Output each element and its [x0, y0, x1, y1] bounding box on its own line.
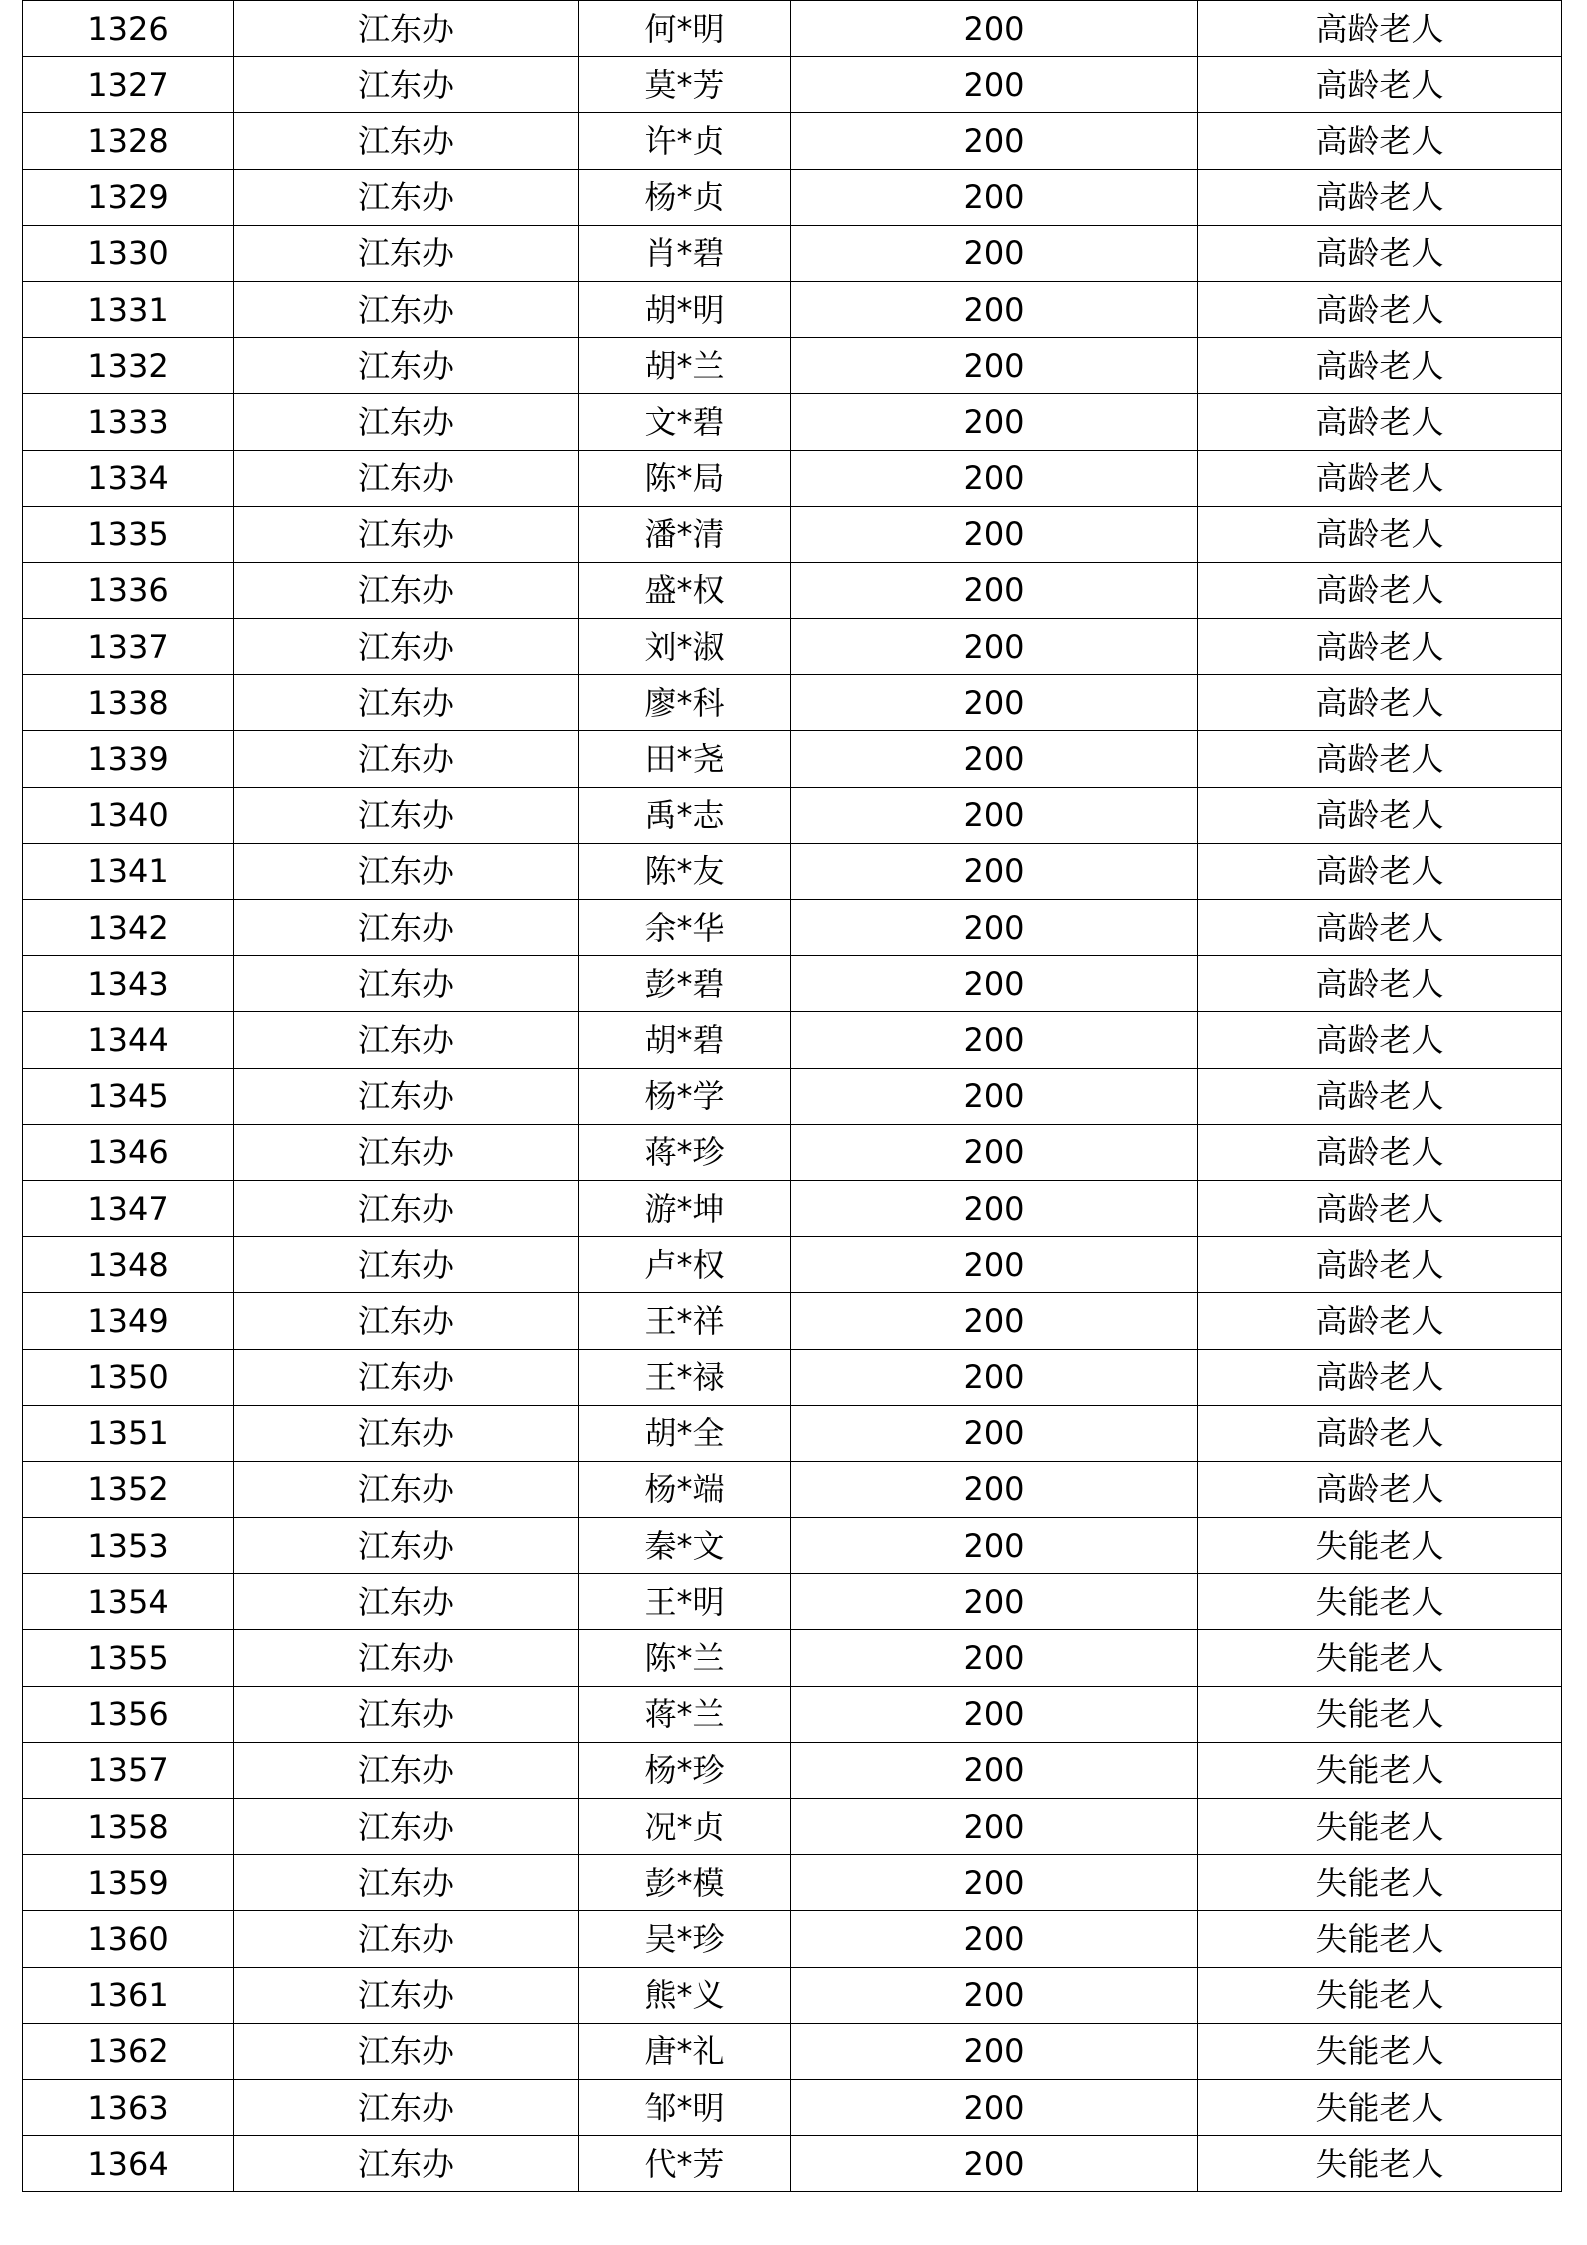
- document-page: [22, 0, 1561, 2192]
- cell-serial-number: 1353: [23, 1518, 234, 1574]
- cell-person-name: 许*贞: [579, 113, 791, 169]
- table-row: [23, 675, 1562, 731]
- cell-amount: 200: [791, 1068, 1198, 1124]
- cell-serial-number: 1337: [23, 619, 234, 675]
- cell-serial-number: 1342: [23, 900, 234, 956]
- cell-office: 江东办: [234, 169, 579, 225]
- cell-person-name: 莫*芳: [579, 57, 791, 113]
- cell-amount: 200: [791, 1349, 1198, 1405]
- cell-office: 江东办: [234, 1967, 579, 2023]
- cell-category: 高龄老人: [1198, 619, 1562, 675]
- cell-amount: 200: [791, 338, 1198, 394]
- table-row: [23, 1911, 1562, 1967]
- cell-category: 高龄老人: [1198, 1349, 1562, 1405]
- cell-amount: 200: [791, 1630, 1198, 1686]
- cell-amount: 200: [791, 1461, 1198, 1517]
- table-row: [23, 843, 1562, 899]
- cell-serial-number: 1332: [23, 338, 234, 394]
- cell-serial-number: 1349: [23, 1293, 234, 1349]
- cell-serial-number: 1326: [23, 1, 234, 57]
- cell-category: 高龄老人: [1198, 169, 1562, 225]
- cell-person-name: 秦*文: [579, 1518, 791, 1574]
- cell-office: 江东办: [234, 2079, 579, 2135]
- cell-serial-number: 1336: [23, 562, 234, 618]
- cell-category: 高龄老人: [1198, 956, 1562, 1012]
- cell-office: 江东办: [234, 731, 579, 787]
- cell-category: 失能老人: [1198, 1630, 1562, 1686]
- cell-category: 高龄老人: [1198, 1180, 1562, 1236]
- table-row: [23, 1293, 1562, 1349]
- cell-office: 江东办: [234, 1349, 579, 1405]
- cell-office: 江东办: [234, 1124, 579, 1180]
- cell-office: 江东办: [234, 450, 579, 506]
- cell-amount: 200: [791, 1237, 1198, 1293]
- cell-category: 高龄老人: [1198, 900, 1562, 956]
- cell-amount: 200: [791, 1518, 1198, 1574]
- cell-serial-number: 1355: [23, 1630, 234, 1686]
- table-row: [23, 506, 1562, 562]
- cell-serial-number: 1347: [23, 1180, 234, 1236]
- cell-person-name: 文*碧: [579, 394, 791, 450]
- cell-amount: 200: [791, 1180, 1198, 1236]
- cell-amount: 200: [791, 2136, 1198, 2192]
- cell-serial-number: 1329: [23, 169, 234, 225]
- cell-person-name: 况*贞: [579, 1799, 791, 1855]
- cell-office: 江东办: [234, 113, 579, 169]
- cell-amount: 200: [791, 619, 1198, 675]
- cell-amount: 200: [791, 1405, 1198, 1461]
- table-row: [23, 1180, 1562, 1236]
- table-row: [23, 1461, 1562, 1517]
- table-row: [23, 2023, 1562, 2079]
- cell-amount: 200: [791, 787, 1198, 843]
- table-row: [23, 562, 1562, 618]
- cell-serial-number: 1330: [23, 225, 234, 281]
- cell-serial-number: 1359: [23, 1855, 234, 1911]
- cell-category: 高龄老人: [1198, 113, 1562, 169]
- cell-person-name: 卢*权: [579, 1237, 791, 1293]
- cell-person-name: 陈*友: [579, 843, 791, 899]
- cell-serial-number: 1340: [23, 787, 234, 843]
- table-row: [23, 731, 1562, 787]
- cell-category: 失能老人: [1198, 1742, 1562, 1798]
- cell-category: 失能老人: [1198, 1574, 1562, 1630]
- cell-category: 高龄老人: [1198, 394, 1562, 450]
- cell-category: 高龄老人: [1198, 675, 1562, 731]
- cell-serial-number: 1351: [23, 1405, 234, 1461]
- table-row: [23, 1405, 1562, 1461]
- cell-amount: 200: [791, 225, 1198, 281]
- cell-office: 江东办: [234, 843, 579, 899]
- cell-office: 江东办: [234, 787, 579, 843]
- cell-office: 江东办: [234, 1180, 579, 1236]
- table-row: [23, 1349, 1562, 1405]
- table-row: [23, 1237, 1562, 1293]
- cell-category: 高龄老人: [1198, 562, 1562, 618]
- cell-person-name: 肖*碧: [579, 225, 791, 281]
- table-row: [23, 1012, 1562, 1068]
- cell-person-name: 杨*端: [579, 1461, 791, 1517]
- table-row: [23, 619, 1562, 675]
- table-row: [23, 113, 1562, 169]
- cell-person-name: 陈*兰: [579, 1630, 791, 1686]
- table-row: [23, 2079, 1562, 2135]
- cell-serial-number: 1363: [23, 2079, 234, 2135]
- cell-serial-number: 1339: [23, 731, 234, 787]
- cell-office: 江东办: [234, 1, 579, 57]
- cell-amount: 200: [791, 506, 1198, 562]
- cell-amount: 200: [791, 1967, 1198, 2023]
- cell-person-name: 彭*碧: [579, 956, 791, 1012]
- cell-amount: 200: [791, 562, 1198, 618]
- cell-office: 江东办: [234, 1461, 579, 1517]
- cell-office: 江东办: [234, 1293, 579, 1349]
- cell-category: 失能老人: [1198, 1799, 1562, 1855]
- cell-person-name: 王*明: [579, 1574, 791, 1630]
- cell-amount: 200: [791, 450, 1198, 506]
- roster-table-body: [23, 1, 1562, 2192]
- table-row: [23, 2136, 1562, 2192]
- table-row: [23, 1, 1562, 57]
- cell-category: 高龄老人: [1198, 57, 1562, 113]
- cell-serial-number: 1345: [23, 1068, 234, 1124]
- table-row: [23, 1068, 1562, 1124]
- cell-category: 高龄老人: [1198, 731, 1562, 787]
- table-row: [23, 225, 1562, 281]
- cell-serial-number: 1360: [23, 1911, 234, 1967]
- cell-amount: 200: [791, 1, 1198, 57]
- cell-amount: 200: [791, 1574, 1198, 1630]
- cell-person-name: 唐*礼: [579, 2023, 791, 2079]
- cell-category: 失能老人: [1198, 2023, 1562, 2079]
- cell-amount: 200: [791, 1293, 1198, 1349]
- cell-amount: 200: [791, 900, 1198, 956]
- cell-category: 高龄老人: [1198, 506, 1562, 562]
- cell-person-name: 余*华: [579, 900, 791, 956]
- cell-person-name: 陈*局: [579, 450, 791, 506]
- table-row: [23, 1799, 1562, 1855]
- cell-category: 高龄老人: [1198, 843, 1562, 899]
- cell-office: 江东办: [234, 2023, 579, 2079]
- cell-category: 失能老人: [1198, 1911, 1562, 1967]
- cell-office: 江东办: [234, 394, 579, 450]
- cell-serial-number: 1333: [23, 394, 234, 450]
- cell-serial-number: 1346: [23, 1124, 234, 1180]
- cell-category: 高龄老人: [1198, 338, 1562, 394]
- cell-person-name: 吴*珍: [579, 1911, 791, 1967]
- cell-amount: 200: [791, 731, 1198, 787]
- cell-person-name: 禹*志: [579, 787, 791, 843]
- cell-serial-number: 1335: [23, 506, 234, 562]
- cell-serial-number: 1343: [23, 956, 234, 1012]
- table-row: [23, 956, 1562, 1012]
- cell-office: 江东办: [234, 2136, 579, 2192]
- cell-serial-number: 1338: [23, 675, 234, 731]
- table-row: [23, 787, 1562, 843]
- cell-amount: 200: [791, 2023, 1198, 2079]
- cell-amount: 200: [791, 1799, 1198, 1855]
- cell-serial-number: 1328: [23, 113, 234, 169]
- cell-serial-number: 1364: [23, 2136, 234, 2192]
- cell-person-name: 胡*碧: [579, 1012, 791, 1068]
- cell-person-name: 胡*明: [579, 281, 791, 337]
- cell-office: 江东办: [234, 562, 579, 618]
- cell-category: 高龄老人: [1198, 1461, 1562, 1517]
- cell-person-name: 胡*兰: [579, 338, 791, 394]
- table-row: [23, 338, 1562, 394]
- cell-office: 江东办: [234, 956, 579, 1012]
- cell-category: 高龄老人: [1198, 1405, 1562, 1461]
- cell-office: 江东办: [234, 281, 579, 337]
- cell-category: 失能老人: [1198, 1855, 1562, 1911]
- cell-person-name: 潘*清: [579, 506, 791, 562]
- cell-person-name: 盛*权: [579, 562, 791, 618]
- cell-office: 江东办: [234, 1742, 579, 1798]
- cell-office: 江东办: [234, 675, 579, 731]
- cell-amount: 200: [791, 394, 1198, 450]
- cell-office: 江东办: [234, 506, 579, 562]
- cell-category: 高龄老人: [1198, 450, 1562, 506]
- cell-office: 江东办: [234, 1686, 579, 1742]
- table-row: [23, 57, 1562, 113]
- cell-person-name: 杨*贞: [579, 169, 791, 225]
- table-row: [23, 900, 1562, 956]
- cell-person-name: 蒋*珍: [579, 1124, 791, 1180]
- cell-office: 江东办: [234, 1799, 579, 1855]
- cell-category: 失能老人: [1198, 1967, 1562, 2023]
- cell-person-name: 杨*学: [579, 1068, 791, 1124]
- table-row: [23, 394, 1562, 450]
- cell-office: 江东办: [234, 1405, 579, 1461]
- cell-office: 江东办: [234, 1012, 579, 1068]
- cell-serial-number: 1348: [23, 1237, 234, 1293]
- table-row: [23, 1630, 1562, 1686]
- cell-person-name: 胡*全: [579, 1405, 791, 1461]
- cell-serial-number: 1356: [23, 1686, 234, 1742]
- table-row: [23, 1742, 1562, 1798]
- table-row: [23, 1574, 1562, 1630]
- cell-amount: 200: [791, 2079, 1198, 2135]
- cell-person-name: 王*祥: [579, 1293, 791, 1349]
- cell-serial-number: 1327: [23, 57, 234, 113]
- cell-office: 江东办: [234, 1518, 579, 1574]
- cell-category: 失能老人: [1198, 2136, 1562, 2192]
- cell-person-name: 刘*淑: [579, 619, 791, 675]
- cell-category: 高龄老人: [1198, 1, 1562, 57]
- cell-serial-number: 1354: [23, 1574, 234, 1630]
- cell-category: 高龄老人: [1198, 1068, 1562, 1124]
- cell-serial-number: 1334: [23, 450, 234, 506]
- cell-office: 江东办: [234, 619, 579, 675]
- cell-serial-number: 1350: [23, 1349, 234, 1405]
- cell-office: 江东办: [234, 1911, 579, 1967]
- table-row: [23, 281, 1562, 337]
- cell-category: 高龄老人: [1198, 281, 1562, 337]
- cell-office: 江东办: [234, 1574, 579, 1630]
- cell-category: 高龄老人: [1198, 225, 1562, 281]
- table-row: [23, 169, 1562, 225]
- cell-amount: 200: [791, 281, 1198, 337]
- cell-amount: 200: [791, 1686, 1198, 1742]
- cell-office: 江东办: [234, 225, 579, 281]
- table-row: [23, 1967, 1562, 2023]
- cell-serial-number: 1331: [23, 281, 234, 337]
- cell-serial-number: 1358: [23, 1799, 234, 1855]
- cell-amount: 200: [791, 1124, 1198, 1180]
- cell-office: 江东办: [234, 1855, 579, 1911]
- cell-person-name: 杨*珍: [579, 1742, 791, 1798]
- cell-serial-number: 1341: [23, 843, 234, 899]
- cell-person-name: 廖*科: [579, 675, 791, 731]
- cell-category: 高龄老人: [1198, 1012, 1562, 1068]
- cell-serial-number: 1362: [23, 2023, 234, 2079]
- cell-office: 江东办: [234, 338, 579, 394]
- cell-category: 失能老人: [1198, 1518, 1562, 1574]
- cell-person-name: 彭*模: [579, 1855, 791, 1911]
- cell-amount: 200: [791, 57, 1198, 113]
- cell-amount: 200: [791, 675, 1198, 731]
- cell-amount: 200: [791, 1742, 1198, 1798]
- cell-amount: 200: [791, 956, 1198, 1012]
- cell-category: 高龄老人: [1198, 1237, 1562, 1293]
- cell-person-name: 游*坤: [579, 1180, 791, 1236]
- cell-amount: 200: [791, 1911, 1198, 1967]
- cell-office: 江东办: [234, 900, 579, 956]
- cell-person-name: 王*禄: [579, 1349, 791, 1405]
- cell-person-name: 熊*义: [579, 1967, 791, 2023]
- cell-amount: 200: [791, 1012, 1198, 1068]
- cell-amount: 200: [791, 113, 1198, 169]
- cell-amount: 200: [791, 169, 1198, 225]
- table-row: [23, 1518, 1562, 1574]
- cell-office: 江东办: [234, 1237, 579, 1293]
- cell-serial-number: 1357: [23, 1742, 234, 1798]
- table-row: [23, 1124, 1562, 1180]
- cell-office: 江东办: [234, 57, 579, 113]
- cell-person-name: 邹*明: [579, 2079, 791, 2135]
- cell-office: 江东办: [234, 1630, 579, 1686]
- cell-category: 失能老人: [1198, 2079, 1562, 2135]
- subsidy-roster-table: [22, 0, 1562, 2192]
- cell-category: 高龄老人: [1198, 787, 1562, 843]
- table-row: [23, 1686, 1562, 1742]
- cell-person-name: 何*明: [579, 1, 791, 57]
- cell-person-name: 代*芳: [579, 2136, 791, 2192]
- cell-category: 高龄老人: [1198, 1293, 1562, 1349]
- cell-serial-number: 1352: [23, 1461, 234, 1517]
- cell-category: 高龄老人: [1198, 1124, 1562, 1180]
- cell-amount: 200: [791, 1855, 1198, 1911]
- table-row: [23, 1855, 1562, 1911]
- cell-category: 失能老人: [1198, 1686, 1562, 1742]
- table-row: [23, 450, 1562, 506]
- cell-office: 江东办: [234, 1068, 579, 1124]
- cell-serial-number: 1344: [23, 1012, 234, 1068]
- cell-serial-number: 1361: [23, 1967, 234, 2023]
- cell-person-name: 田*尧: [579, 731, 791, 787]
- cell-amount: 200: [791, 843, 1198, 899]
- cell-person-name: 蒋*兰: [579, 1686, 791, 1742]
